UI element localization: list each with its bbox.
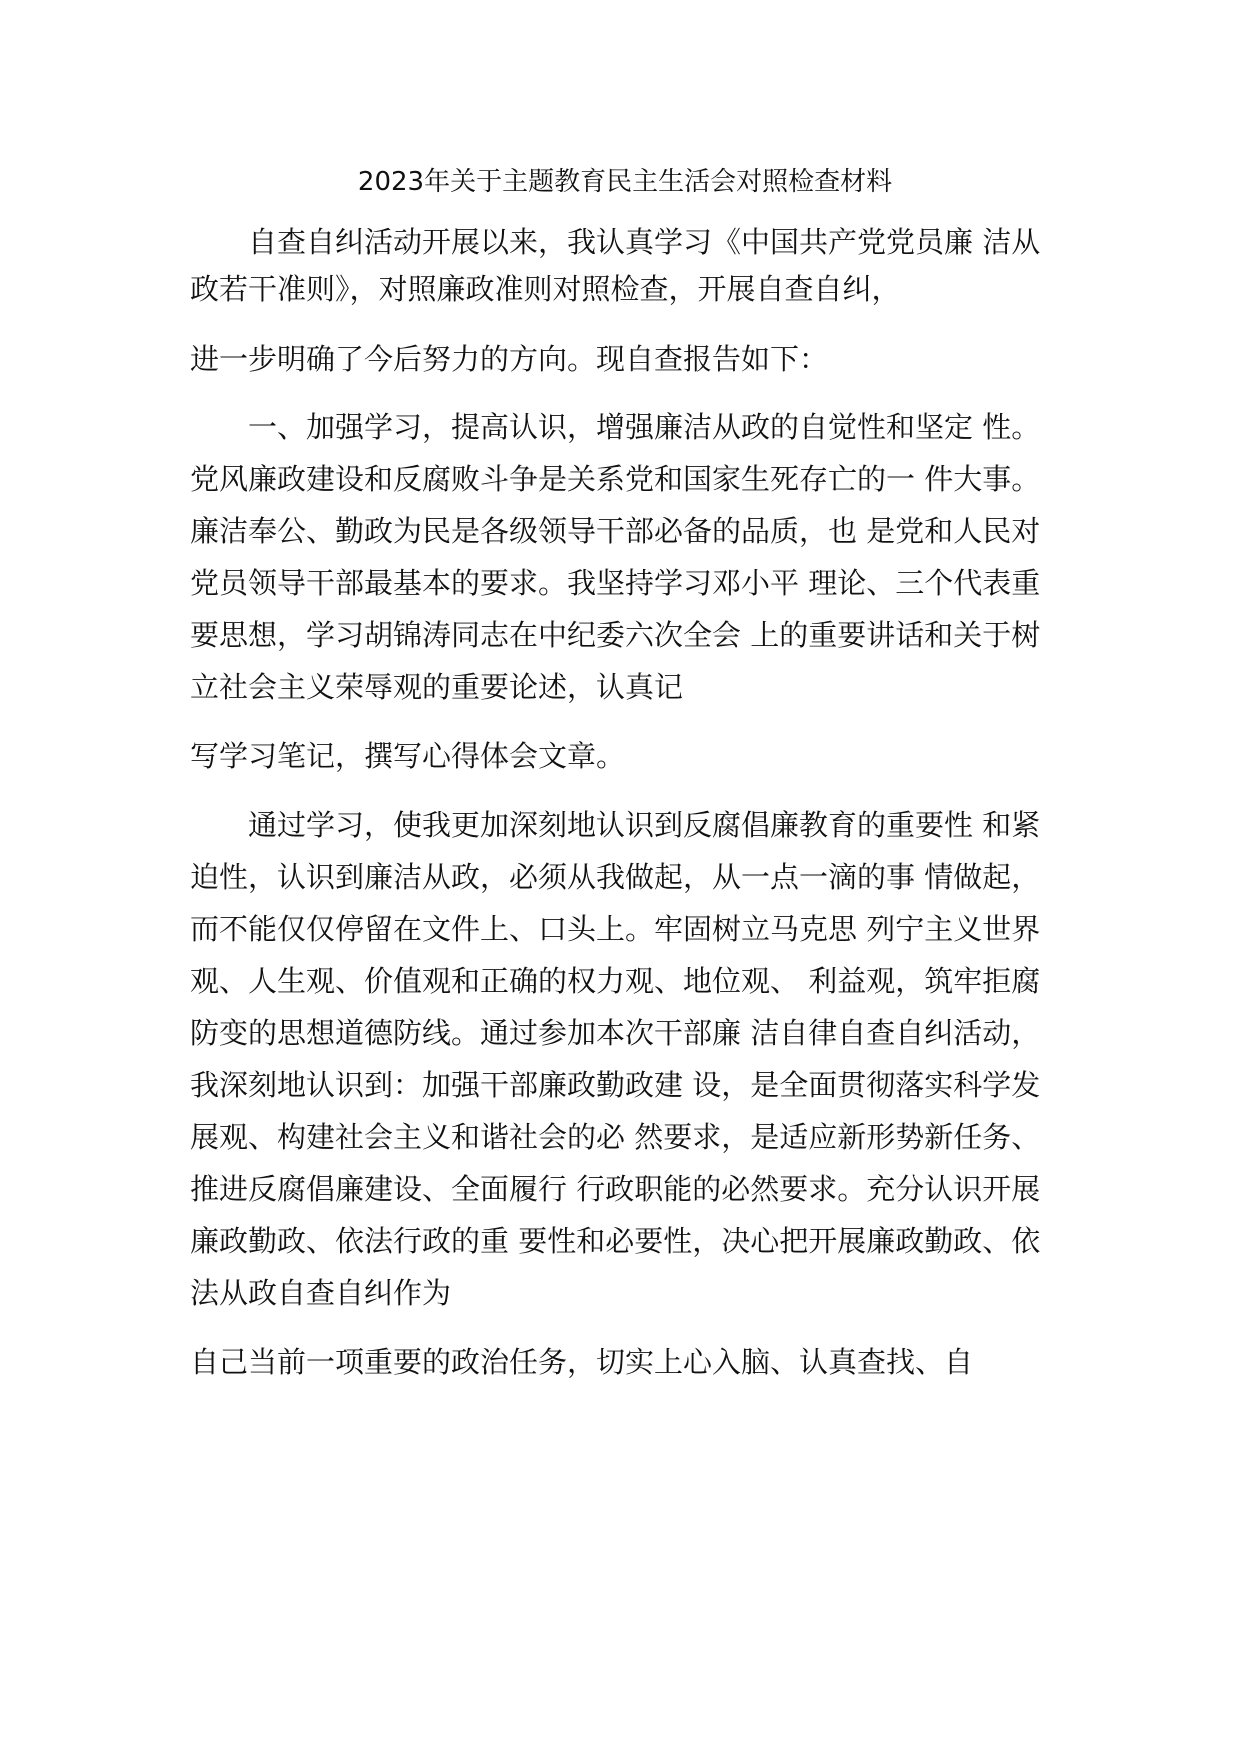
paragraph-line-19: 廉政勤政、依法行政的重 要性和必要性，决心把开展廉政勤政、依: [190, 1224, 1041, 1258]
paragraph-line-8: 要思想，学习胡锦涛同志在中纪委六次全会 上的重要讲话和关于树: [190, 618, 1041, 652]
paragraph-line-12: 迫性，认识到廉洁从政，必须从我做起，从一点一滴的事 情做起，: [190, 860, 1041, 894]
paragraph-line-1: 自查自纠活动开展以来，我认真学习《中国共产党党员廉 洁从: [190, 225, 1041, 259]
paragraph-line-9: 立社会主义荣辱观的重要论述，认真记: [190, 670, 684, 704]
paragraph-line-3: 进一步明确了今后努力的方向。现自查报告如下：: [190, 342, 829, 376]
paragraph-line-20: 法从政自查自纠作为: [190, 1276, 452, 1310]
paragraph-line-17: 展观、构建社会主义和谐社会的必 然要求，是适应新形势新任务、: [190, 1120, 1041, 1154]
paragraph-line-18: 推进反腐倡廉建设、全面履行 行政职能的必然要求。充分认识开展: [190, 1172, 1041, 1206]
paragraph-line-2: 政若干准则》，对照廉政准则对照检查，开展自查自纠，: [190, 272, 901, 306]
paragraph-line-10: 写学习笔记，撰写心得体会文章。: [190, 739, 626, 773]
paragraph-line-13: 而不能仅仅停留在文件上、口头上。牢固树立马克思 列宁主义世界: [190, 912, 1041, 946]
paragraph-line-16: 我深刻地认识到：加强干部廉政勤政建 设，是全面贯彻落实科学发: [190, 1068, 1041, 1102]
paragraph-line-15: 防变的思想道德防线。通过参加本次干部廉 洁自律自查自纠活动，: [190, 1016, 1041, 1050]
paragraph-line-6: 廉洁奉公、勤政为民是各级领导干部必备的品质，也 是党和人民对: [190, 514, 1041, 548]
paragraph-line-7: 党员领导干部最基本的要求。我坚持学习邓小平 理论、三个代表重: [190, 566, 1041, 600]
paragraph-line-4: 一、加强学习，提高认识，增强廉洁从政的自觉性和坚定 性。: [190, 410, 1041, 444]
paragraph-line-11: 通过学习，使我更加深刻地认识到反腐倡廉教育的重要性 和紧: [190, 808, 1041, 842]
paragraph-line-21: 自己当前一项重要的政治任务，切实上心入脑、认真查找、自: [190, 1345, 974, 1379]
document-title: 2023年关于主题教育民主生活会对照检查材料: [357, 167, 893, 197]
paragraph-line-14: 观、人生观、价值观和正确的权力观、地位观、 利益观，筑牢拒腐: [190, 964, 1041, 998]
paragraph-line-5: 党风廉政建设和反腐败斗争是关系党和国家生死存亡的一 件大事。: [190, 462, 1041, 496]
